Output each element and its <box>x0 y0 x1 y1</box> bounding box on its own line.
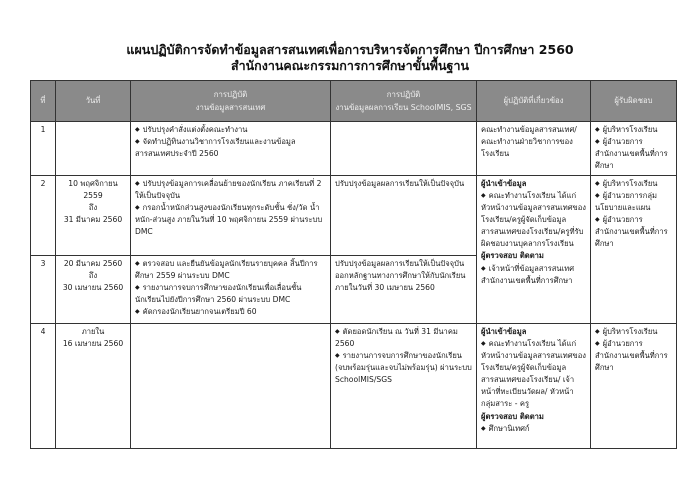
monitor-heading: ผู้ตรวจสอบ ติดตาม <box>481 411 544 421</box>
row-responsible <box>591 122 677 176</box>
table-row <box>31 323 677 448</box>
table-row <box>31 122 677 176</box>
list-item: ◆ รายงานการจบการศึกษาของนักเรียน (จบพร้อมรุ่นและจบไม่พร้อมรุ่น) ผ่านระบบ SchoolMIS/SGS <box>335 350 472 386</box>
list-item: ◆ คณะทำงานโรงเรียน ได้แก่ หัวหน้างานข้อมูลสารสนเทศของโรงเรียน/ครูผู้จัดเก็บข้อมูลสารสนเทศของโรงเรียน/ เจ้าหน้าที่ทะเบียนวัดผล/ หัวหน้ากลุ่มสาระ - ครู <box>481 338 586 411</box>
list-item: ◆ คณะทำงานโรงเรียน ได้แก่ หัวหน้างานข้อมูลสารสนเทศของโรงเรียน/ครูผู้จัดเก็บข้อมูลสารสนเทศของโรงเรียน/ครูที่รับผิดชอบงานบุคลากรโรงเรียน <box>481 190 586 251</box>
monitor-heading: ผู้ตรวจสอบ ติดตาม <box>481 251 544 261</box>
list-item: ◆ ศึกษานิเทศก์ <box>481 423 586 435</box>
row-operators <box>477 175 591 323</box>
row-results-ops <box>331 323 477 448</box>
list-item: ◆ จัดทำปฏิทินงานวิชาการโรงเรียนและงานข้อมูลสารสนเทศประจำปี 2560 <box>135 136 326 160</box>
row-info-ops <box>131 255 331 323</box>
row-results-ops <box>331 122 477 176</box>
list-item: ◆ ตรวจสอบ และยืนยันข้อมูลนักเรียนรายบุคคล สิ้นปีการศึกษา 2559 ผ่านระบบ DMC <box>135 258 326 282</box>
row-date: 20 มีนาคม 2560 ถึง 30 เมษายน 2560 <box>56 255 131 323</box>
list-item: ◆ รายงานการจบการศึกษาของนักเรียนเพื่อเลื่อนชั้น นักเรียนไปยังปีการศึกษา 2560 ผ่านระบบ DMC <box>135 282 326 306</box>
header-operators: ผู้ปฏิบัติที่เกี่ยวข้อง <box>477 81 591 122</box>
list-item: ◆ ผู้อำนวยการสำนักงานเขตพื้นที่การศึกษา <box>595 214 672 250</box>
row-operators <box>477 323 591 448</box>
list-item: ◆ ผู้บริหารโรงเรียน <box>595 178 672 190</box>
list-item: ◆ กรอกน้ำหนักส่วนสูงของนักเรียนทุกระดับชั้น ชั่ง/วัด น้ำหนัก-ส่วนสูง ภายในวันที่ 10 พฤศจิกายน 2559 ผ่านระบบ DMC <box>135 202 326 238</box>
row-responsible <box>591 175 677 323</box>
header-info-ops: การปฏิบัติ งานข้อมูลสารสนเทศ <box>131 81 331 122</box>
row-operators: คณะทำงานข้อมูลสารสนเทศ/ คณะทำงานฝ่ายวิชาการของโรงเรียน <box>477 122 591 176</box>
row-no: 4 <box>31 323 56 448</box>
importer-heading: ผู้นำเข้าข้อมูล <box>481 178 527 188</box>
row-date <box>56 122 131 176</box>
header-results-ops: การปฏิบัติ งานข้อมูลผลการเรียน SchoolMIS, SGS <box>331 81 477 122</box>
importer-heading: ผู้นำเข้าข้อมูล <box>481 326 527 336</box>
list-item: ◆ คัดกรองนักเรียนยากจนเตรียมปี 60 <box>135 306 326 318</box>
table-header-row <box>31 81 677 122</box>
row-info-ops <box>131 323 331 448</box>
list-item: ◆ ตัดยอดนักเรียน ณ วันที่ 31 มีนาคม 2560 <box>335 326 472 350</box>
row-no: 2 <box>31 175 56 255</box>
row-no: 1 <box>31 122 56 176</box>
list-item: ◆ ผู้อำนวยการสำนักงานเขตพื้นที่การศึกษา <box>595 338 672 374</box>
row-results-ops: ปรับปรุงข้อมูลผลการเรียนให้เป็นปัจจุบัน ออกหลักฐานทางการศึกษาให้กับนักเรียน ภายในวันที่ 30 เมษายน 2560 <box>331 255 477 323</box>
list-item: ◆ ปรับปรุงคำสั่งแต่งตั้งคณะทำงาน <box>135 124 326 136</box>
list-item: ◆ ผู้บริหารโรงเรียน <box>595 124 672 136</box>
list-item: ◆ ปรับปรุงข้อมูลการเคลื่อนย้ายของนักเรียน ภาคเรียนที่ 2 ให้เป็นปัจจุบัน <box>135 178 326 202</box>
row-results-ops: ปรับปรุงข้อมูลผลการเรียนให้เป็นปัจจุบัน <box>331 175 477 255</box>
document-title: แผนปฏิบัติการจัดทำข้อมูลสารสนเทศเพื่อการบริหารจัดการศึกษา ปีการศึกษา 2560 <box>126 42 574 57</box>
list-item: ◆ ผู้อำนวยการสำนักงานเขตพื้นที่การศึกษา <box>595 136 672 172</box>
row-no: 3 <box>31 255 56 323</box>
list-item: ◆ ผู้อำนวยการกลุ่มนโยบายและแผน <box>595 190 672 214</box>
list-item: ◆ เจ้าหน้าที่ข้อมูลสารสนเทศสำนักงานเขตพื้นที่การศึกษา <box>481 263 586 287</box>
document-subtitle: สำนักงานคณะกรรมการการศึกษาขั้นพื้นฐาน <box>230 58 470 73</box>
row-date: ภายใน 16 เมษายน 2560 <box>56 323 131 448</box>
list-item: ◆ ผู้บริหารโรงเรียน <box>595 326 672 338</box>
header-no: ที่ <box>31 81 56 122</box>
table-row <box>31 175 677 255</box>
header-responsible: ผู้รับผิดชอบ <box>591 81 677 122</box>
action-plan-table <box>30 80 677 449</box>
row-info-ops <box>131 175 331 255</box>
row-info-ops <box>131 122 331 176</box>
header-date: วันที่ <box>56 81 131 122</box>
row-date: 10 พฤศจิกายน 2559 ถึง 31 มีนาคม 2560 <box>56 175 131 255</box>
row-responsible <box>591 323 677 448</box>
